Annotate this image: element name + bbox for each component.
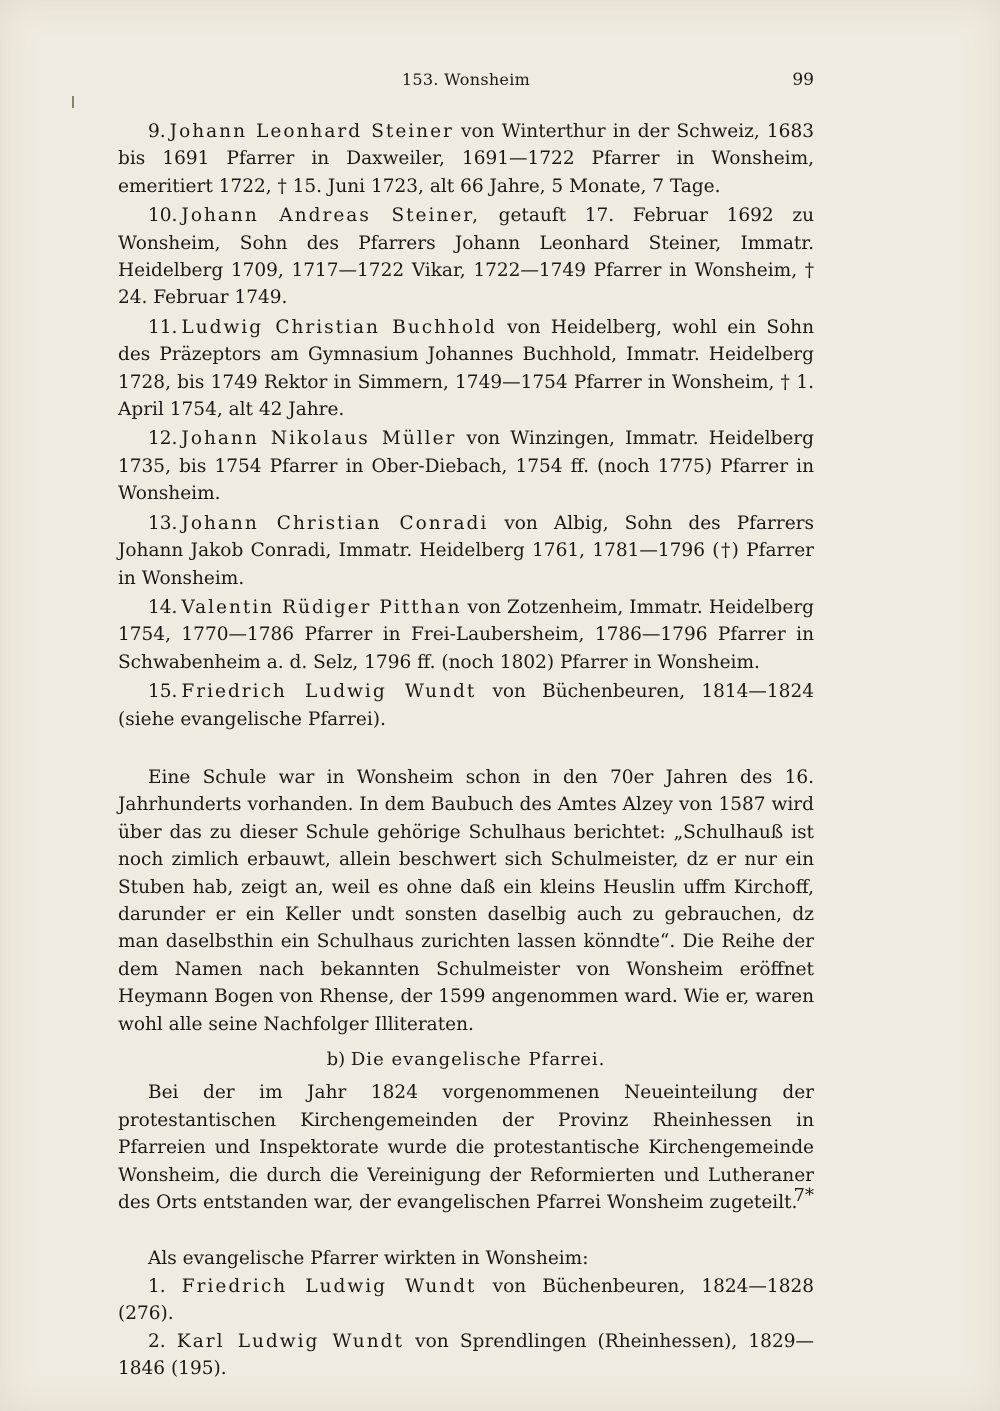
- pastor-entry: 14. Valentin Rüdiger Pitthan von Zotzenheim, Immatr. Heidelberg 1754, 1770—1786 Pfarrer in Frei-Laubersheim, 1786—1796 Pfarrer in Schwabenheim a. d. Selz, 1796 ff. (noch 1802) Pfarrer in Wonsheim.: [118, 596, 814, 673]
- pastor-name: Friedrich Ludwig Wundt: [181, 1275, 477, 1297]
- pastor-entry: 9. Johann Leonhard Steiner von Winterthur in der Schweiz, 1683 bis 1691 Pfarrer in Daxweiler, 1691—1722 Pfarrer in Wonsheim, emeritiert 1722, † 15. Juni 1723, alt 66 Jahre, 5 Monate, 7 Tage.: [118, 121, 814, 197]
- list-item: 2. Karl Ludwig Wundt von Sprendlingen (Rheinhessen), 1829—1846 (195).: [118, 1330, 814, 1380]
- pastor-entry: 12. Johann Nikolaus Müller von Winzingen, Immatr. Heidelberg 1735, bis 1754 Pfarrer in Ober-Diebach, 1754 ff. (noch 1775) Pfarrer in Wonsheim.: [118, 428, 814, 505]
- margin-mark: [72, 96, 74, 108]
- body-text: [118, 118, 814, 1382]
- pastor-name: Valentin Rüdiger Pitthan: [181, 596, 462, 618]
- spacer: [118, 1216, 814, 1245]
- pastor-entry: 10. Johann Andreas Steiner, getauft 17. Februar 1692 zu Wonsheim, Sohn des Pfarrers Johann Leonhard Steiner, Immatr. Heidelberg 1709, 1717—1722 Vikar, 1722—1749 Pfarrer in Wonsheim, † 24. Februar 1749.: [118, 205, 814, 309]
- list-intro: Als evangelische Pfarrer wirkten in Wonsheim:: [148, 1248, 589, 1270]
- page-number: 99: [792, 70, 814, 90]
- running-title: 153. Wonsheim: [401, 70, 531, 89]
- pastor-name: Johann Leonhard Steiner: [169, 121, 454, 142]
- evangelical-paragraph: Bei der im Jahr 1824 vorgenommenen Neueinteilung der protestantischen Kirchengemeinden der Provinz Rheinhessen in Pfarreien und Inspektorate wurde die protestantische Kirchengemeinde Wonsheim, die durch die Vereinigung der Reformierten und Lutheraner des Orts entstanden war, der evangelischen Pfarrei Wonsheim zugeteilt.: [118, 1082, 814, 1214]
- pastor-name: Johann Andreas Steiner,: [181, 205, 480, 227]
- pastor-name: Johann Christian Conradi: [181, 512, 489, 534]
- pastor-entry: 11. Ludwig Christian Buchhold von Heidelberg, wohl ein Sohn des Präzeptors am Gymnasium Johannes Buchhold, Immatr. Heidelberg 1728, bis 1749 Rektor in Simmern, 1749—1754 Pfarrer in Wonsheim, † 1. April 1754, alt 42 Jahre.: [118, 316, 814, 421]
- section-heading: b) Die evangelische Pfarrei.: [326, 1049, 606, 1070]
- pastor-name: Johann Nikolaus Müller: [181, 428, 457, 450]
- spacer: [118, 735, 814, 764]
- pastor-name: Friedrich Ludwig Wundt: [181, 681, 477, 703]
- pastor-name: Karl Ludwig Wundt: [176, 1330, 404, 1352]
- list-item: 1. Friedrich Ludwig Wundt von Büchenbeuren, 1824—1828 (276).: [118, 1275, 815, 1325]
- pastor-entry: 13. Johann Christian Conradi von Albig, Sohn des Pfarrers Johann Jakob Conradi, Immatr. Heidelberg 1761, 1781—1796 (†) Pfarrer in Wonsheim.: [118, 512, 814, 589]
- pastor-entry: 15. Friedrich Ludwig Wundt von Büchenbeuren, 1814—1824 (siehe evangelische Pfarrei).: [118, 681, 814, 730]
- page-header: [118, 70, 814, 100]
- pastor-name: Ludwig Christian Buchhold: [181, 316, 497, 338]
- signature-mark: 7*: [793, 1185, 814, 1206]
- school-paragraph: Eine Schule war in Wonsheim schon in den 70er Jahren des 16. Jahrhunderts vorhanden. In dem Baubuch des Amtes Alzey von 1587 wird über das zu dieser Schule gehörige Schulhaus berichtet: „Schulhauß ist noch zimlich erbauwt, allein beschwert sich Schulmeister, dz er nur ein Stuben hab, zeigt an, weil es ohne daß ein kleins Heuslin uffm Kirchoff, darunder er ein Keller undt sonsten daselbig auch zu gebrauchen, dz man daselbsthin ein Schulhaus zurichten lassen könndte“. Die Reihe der dem Namen nach bekannten Schulmeister von Wonsheim eröffnet Heymann Bogen von Rhense, der 1599 angenommen ward. Wie er, waren wohl alle seine Nachfolger Illiteraten.: [118, 766, 814, 1035]
